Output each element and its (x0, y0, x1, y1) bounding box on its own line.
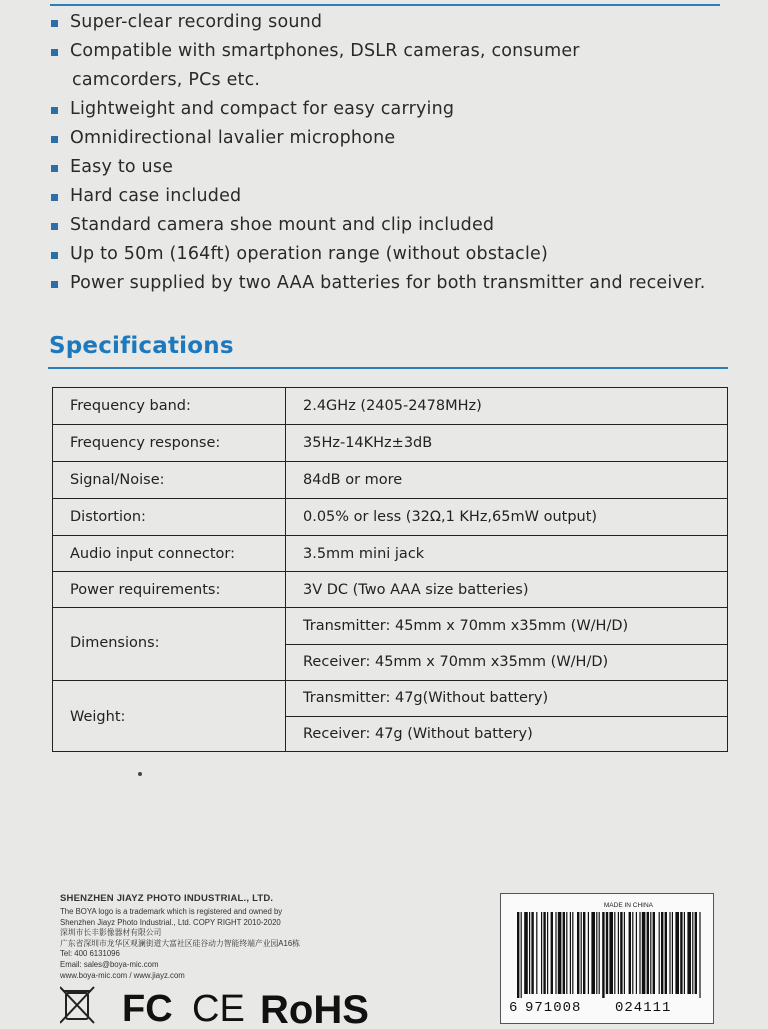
spec-value: 35Hz-14KHz±3dB (303, 435, 433, 451)
barcode-bar (531, 912, 533, 994)
spec-value: Receiver: 47g (Without battery) (303, 726, 533, 742)
bullet-icon (51, 49, 58, 56)
spec-value: Transmitter: 45mm x 70mm x35mm (W/H/D) (303, 618, 629, 634)
barcode-bar (529, 912, 530, 994)
table-row-dimensions (53, 608, 727, 681)
made-in-text: MADE IN CHINA (603, 902, 653, 909)
specifications-divider (48, 367, 728, 369)
footer-line: 深圳市长丰影像器材有限公司 (60, 928, 162, 938)
barcode-bar (695, 912, 697, 994)
barcode-bar (596, 912, 597, 994)
bullet-icon (51, 252, 58, 259)
barcode-bar (692, 912, 693, 994)
bullet-icon (51, 194, 58, 201)
barcode-bar (684, 912, 685, 994)
spec-label: Frequency response: (70, 435, 221, 451)
barcode-bar (624, 912, 625, 994)
barcode-label (500, 893, 714, 1024)
barcode-bar (661, 912, 663, 994)
barcode-bar (609, 912, 613, 994)
barcode-bar (659, 912, 660, 994)
footer-line: The BOYA logo is a trademark which is registered and owned by (60, 907, 283, 916)
top-divider (50, 4, 720, 6)
barcode-bar (687, 912, 691, 994)
feature-item: Lightweight and compact for easy carrying (50, 95, 740, 124)
barcode-bar (675, 912, 679, 994)
barcode-bar (632, 912, 633, 994)
barcode-lead-digit: 6 (509, 1000, 518, 1016)
rohs-logo: RoHS (260, 988, 369, 1025)
barcode-bar (650, 912, 651, 994)
spec-label: Audio input connector: (70, 546, 235, 562)
spec-value: 3V DC (Two AAA size batteries) (303, 582, 529, 598)
barcode-bar (699, 912, 700, 998)
barcode-bar (653, 912, 655, 994)
bullet-icon (51, 107, 58, 114)
barcode-bar (572, 912, 573, 994)
barcode-bar (642, 912, 646, 994)
feature-item: Compatible with smartphones, DSLR cameras, consumer (50, 37, 740, 66)
spec-value: Receiver: 45mm x 70mm x35mm (W/H/D) (303, 654, 609, 670)
barcode-bar (543, 912, 545, 994)
barcode-bar (672, 912, 673, 994)
barcode-bar (636, 912, 637, 994)
barcode-bar (665, 912, 667, 994)
barcode-bar (647, 912, 649, 994)
barcode-bar (639, 912, 640, 994)
bullet-icon (51, 136, 58, 143)
sub-row-divider (285, 716, 727, 717)
table-row-weight (53, 681, 727, 751)
spec-label: Weight: (70, 709, 126, 725)
barcode-bar (599, 912, 600, 994)
barcode-bar (680, 912, 682, 994)
footer-line: www.boya-mic.com / www.jiayz.com (60, 970, 185, 980)
barcode-right-digits: 024111 (615, 1000, 672, 1016)
barcode-bar (577, 912, 579, 994)
spec-label: Frequency band: (70, 398, 191, 414)
spec-label: Distortion: (70, 509, 146, 525)
barcode-bar (581, 912, 582, 994)
company-name: SHENZHEN JIAYZ PHOTO INDUSTRIAL., LTD. (60, 893, 274, 904)
spec-label: Dimensions: (70, 635, 160, 651)
footer-line: Tel: 400 6131096 (60, 949, 120, 959)
bullet-icon (51, 20, 58, 27)
barcode-bar (547, 912, 548, 994)
bullet-icon (51, 223, 58, 230)
bullet-icon (51, 281, 58, 288)
barcode-bar (551, 912, 553, 994)
spec-value: 0.05% or less (32Ω,1 KHz,65mW output) (303, 509, 598, 525)
barcode-bar (570, 912, 571, 994)
table-row (53, 536, 727, 572)
barcode-bar (555, 912, 556, 994)
spec-value: 84dB or more (303, 472, 403, 488)
barcode-bar (541, 912, 542, 994)
weee-bin-icon (60, 987, 94, 1023)
barcode-bar (620, 912, 622, 994)
sub-row-divider (285, 644, 727, 645)
feature-item: Standard camera shoe mount and clip included (50, 211, 740, 240)
barcode-bar (517, 912, 519, 998)
footer-line: 广东省深圳市龙华区观澜街道大富社区硅谷动力智能终端产业园A16栋 (60, 938, 300, 948)
barcode-bar (558, 912, 562, 994)
barcode-bar (618, 912, 619, 994)
footer-line: Shenzhen Jiayz Photo Industrial., Ltd. COPY RIGHT 2010-2020 (60, 917, 281, 927)
feature-item: Omnidirectional lavalier microphone (50, 124, 740, 153)
bullet-icon (51, 165, 58, 172)
feature-item: Easy to use (50, 153, 740, 182)
fc-logo: FC (122, 988, 173, 1025)
barcode-bar (606, 912, 608, 994)
footer-info (60, 893, 300, 981)
barcode-bar (566, 912, 567, 994)
spec-value: Transmitter: 47g(Without battery) (303, 690, 549, 706)
certification-logos (60, 985, 480, 1025)
feature-item: Power supplied by two AAA batteries for both transmitter and receiver. (50, 269, 740, 298)
barcode-bar (524, 912, 528, 994)
footer-line: Email: sales@boya-mic.com (60, 959, 159, 969)
table-row (53, 499, 727, 536)
feature-item-continuation: camcorders, PCs etc. (72, 70, 261, 90)
barcode-bar (583, 912, 585, 994)
specifications-table (52, 387, 728, 752)
spec-label: Signal/Noise: (70, 472, 165, 488)
feature-item: Super-clear recording sound (50, 8, 740, 37)
specifications-heading: Specifications (49, 333, 234, 359)
spec-value: 2.4GHz (2405-2478MHz) (303, 398, 482, 414)
feature-item: Hard case included (50, 182, 740, 211)
certification-marks (60, 985, 480, 1025)
barcode-bar (588, 912, 589, 994)
spec-label: Power requirements: (70, 582, 221, 598)
barcode-bar (521, 912, 522, 998)
table-row (53, 572, 727, 608)
barcode-bar (563, 912, 565, 994)
barcode-bar (629, 912, 631, 994)
table-row (53, 388, 727, 425)
feature-list (50, 8, 740, 298)
barcode-bar (536, 912, 537, 994)
barcode-bar (669, 912, 670, 994)
barcode (501, 894, 713, 998)
feature-item: Up to 50m (164ft) operation range (without obstacle) (50, 240, 740, 269)
barcode-bar (602, 912, 604, 998)
table-row (53, 425, 727, 462)
spec-value: 3.5mm mini jack (303, 546, 425, 562)
barcode-left-digits: 971008 (525, 1000, 582, 1016)
barcode-bar (591, 912, 595, 994)
ce-logo: CE (192, 988, 245, 1025)
barcode-bar (614, 912, 615, 994)
speck (138, 772, 142, 776)
table-row (53, 462, 727, 499)
